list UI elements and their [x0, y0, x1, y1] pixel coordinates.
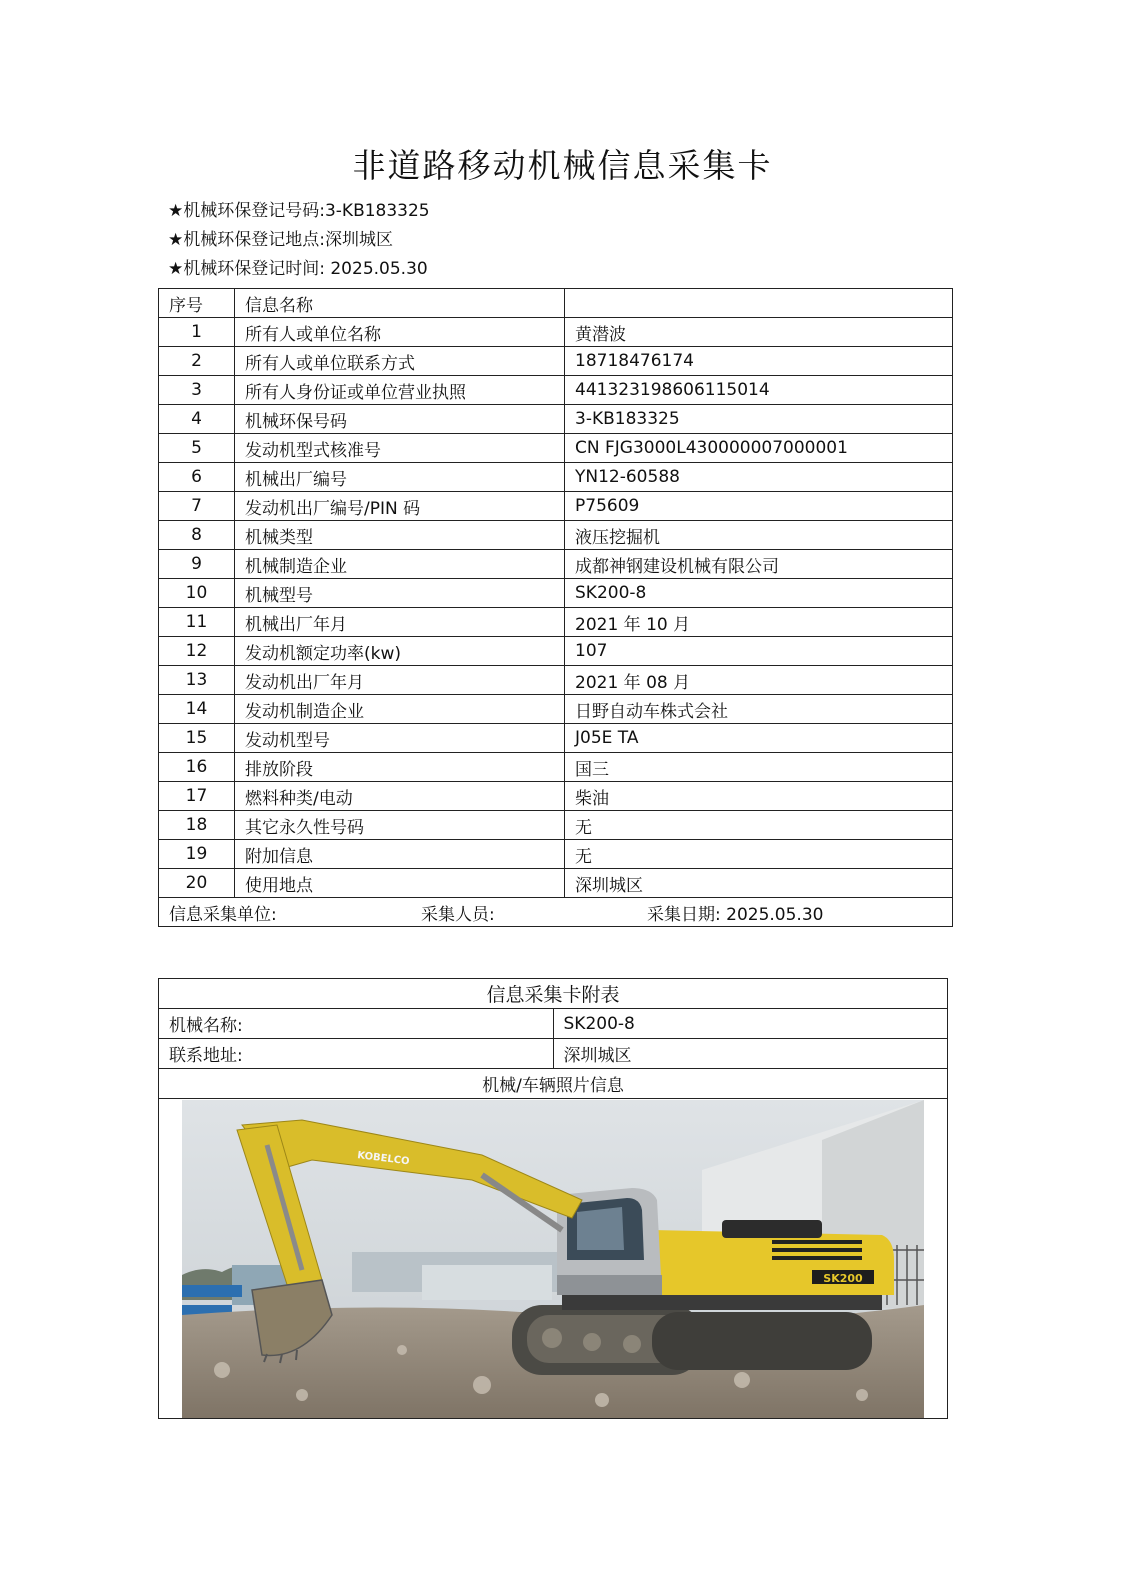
row-name: 发动机出厂编号/PIN 码 [235, 492, 565, 521]
table-row [159, 724, 953, 753]
row-number: 19 [159, 840, 235, 869]
row-value: 日野自动车株式会社 [565, 695, 953, 724]
row-name: 所有人或单位名称 [235, 318, 565, 347]
row-number: 7 [159, 492, 235, 521]
row-name: 发动机制造企业 [235, 695, 565, 724]
row-number: 17 [159, 782, 235, 811]
photo-title: 机械/车辆照片信息 [159, 1069, 948, 1099]
annex-photo-row [159, 1099, 948, 1419]
photo-cell [159, 1099, 948, 1419]
row-value: 2021 年 08 月 [565, 666, 953, 695]
table-row [159, 695, 953, 724]
row-number: 5 [159, 434, 235, 463]
row-number: 11 [159, 608, 235, 637]
annex-machine-name-row [159, 1009, 948, 1039]
registration-place: ★机械环保登记地点:深圳城区 [168, 230, 393, 250]
footer-date: 采集日期: 2025.05.30 [647, 904, 824, 925]
row-name: 机械出厂编号 [235, 463, 565, 492]
table-footer-row [159, 898, 953, 927]
row-name: 其它永久性号码 [235, 811, 565, 840]
address-value: 深圳城区 [553, 1039, 948, 1069]
row-number: 18 [159, 811, 235, 840]
annex-title: 信息采集卡附表 [159, 979, 948, 1009]
row-value: 黄潜波 [565, 318, 953, 347]
row-name: 所有人或单位联系方式 [235, 347, 565, 376]
row-value: 3-KB183325 [565, 405, 953, 434]
row-value: 18718476174 [565, 347, 953, 376]
row-value: 107 [565, 637, 953, 666]
address-label: 联系地址: [159, 1039, 554, 1069]
page-title: 非道路移动机械信息采集卡 [352, 146, 773, 185]
row-value: 无 [565, 840, 953, 869]
row-number: 8 [159, 521, 235, 550]
footer-cell [159, 898, 953, 927]
row-name: 排放阶段 [235, 753, 565, 782]
row-number: 10 [159, 579, 235, 608]
row-number: 4 [159, 405, 235, 434]
table-row [159, 492, 953, 521]
table-row [159, 434, 953, 463]
table-row [159, 463, 953, 492]
table-row [159, 869, 953, 898]
row-number: 3 [159, 376, 235, 405]
registration-number: ★机械环保登记号码:3-KB183325 [168, 201, 430, 221]
table-row [159, 376, 953, 405]
row-name: 发动机额定功率(kw) [235, 637, 565, 666]
header-name: 信息名称 [235, 289, 565, 318]
row-number: 12 [159, 637, 235, 666]
row-name: 附加信息 [235, 840, 565, 869]
row-name: 机械出厂年月 [235, 608, 565, 637]
row-value: SK200-8 [565, 579, 953, 608]
machine-name-label: 机械名称: [159, 1009, 554, 1039]
table-row [159, 347, 953, 376]
row-value: 深圳城区 [565, 869, 953, 898]
row-name: 使用地点 [235, 869, 565, 898]
registration-time: ★机械环保登记时间: 2025.05.30 [168, 259, 428, 279]
row-name: 发动机型号 [235, 724, 565, 753]
table-row [159, 666, 953, 695]
row-number: 15 [159, 724, 235, 753]
annex-address-row [159, 1039, 948, 1069]
table-row [159, 608, 953, 637]
row-name: 所有人身份证或单位营业执照 [235, 376, 565, 405]
annex-photo-title-row [159, 1069, 948, 1099]
row-number: 6 [159, 463, 235, 492]
row-value: 2021 年 10 月 [565, 608, 953, 637]
row-value: 441323198606115014 [565, 376, 953, 405]
row-value: J05E TA [565, 724, 953, 753]
annex-title-row [159, 979, 948, 1009]
table-row [159, 579, 953, 608]
annex-table [158, 978, 948, 1419]
row-number: 14 [159, 695, 235, 724]
row-name: 机械环保号码 [235, 405, 565, 434]
row-value: 无 [565, 811, 953, 840]
row-value: 柴油 [565, 782, 953, 811]
footer-unit: 信息采集单位: [169, 904, 277, 925]
row-number: 20 [159, 869, 235, 898]
row-number: 1 [159, 318, 235, 347]
table-row [159, 318, 953, 347]
photo-brand-text: KOBELCO [356, 1149, 411, 1167]
table-row [159, 405, 953, 434]
row-number: 9 [159, 550, 235, 579]
excavator-photo [182, 1100, 924, 1418]
table-row [159, 811, 953, 840]
table-header-row [159, 289, 953, 318]
row-number: 16 [159, 753, 235, 782]
row-number: 13 [159, 666, 235, 695]
table-row [159, 521, 953, 550]
table-row [159, 637, 953, 666]
table-row [159, 840, 953, 869]
row-name: 燃料种类/电动 [235, 782, 565, 811]
row-value: CN FJG3000L430000007000001 [565, 434, 953, 463]
row-value: P75609 [565, 492, 953, 521]
row-name: 发动机型式核准号 [235, 434, 565, 463]
header-no: 序号 [159, 289, 235, 318]
table-row [159, 753, 953, 782]
row-value: 国三 [565, 753, 953, 782]
table-row [159, 782, 953, 811]
row-value: 成都神钢建设机械有限公司 [565, 550, 953, 579]
footer-collector: 采集人员: [421, 904, 495, 925]
row-value: 液压挖掘机 [565, 521, 953, 550]
row-name: 发动机出厂年月 [235, 666, 565, 695]
row-name: 机械类型 [235, 521, 565, 550]
table-row [159, 550, 953, 579]
row-value: YN12-60588 [565, 463, 953, 492]
row-name: 机械制造企业 [235, 550, 565, 579]
machine-name-value: SK200-8 [553, 1009, 948, 1039]
info-table [158, 288, 953, 927]
photo-model-text: SK200 [823, 1271, 863, 1285]
row-number: 2 [159, 347, 235, 376]
row-name: 机械型号 [235, 579, 565, 608]
header-value [565, 289, 953, 318]
